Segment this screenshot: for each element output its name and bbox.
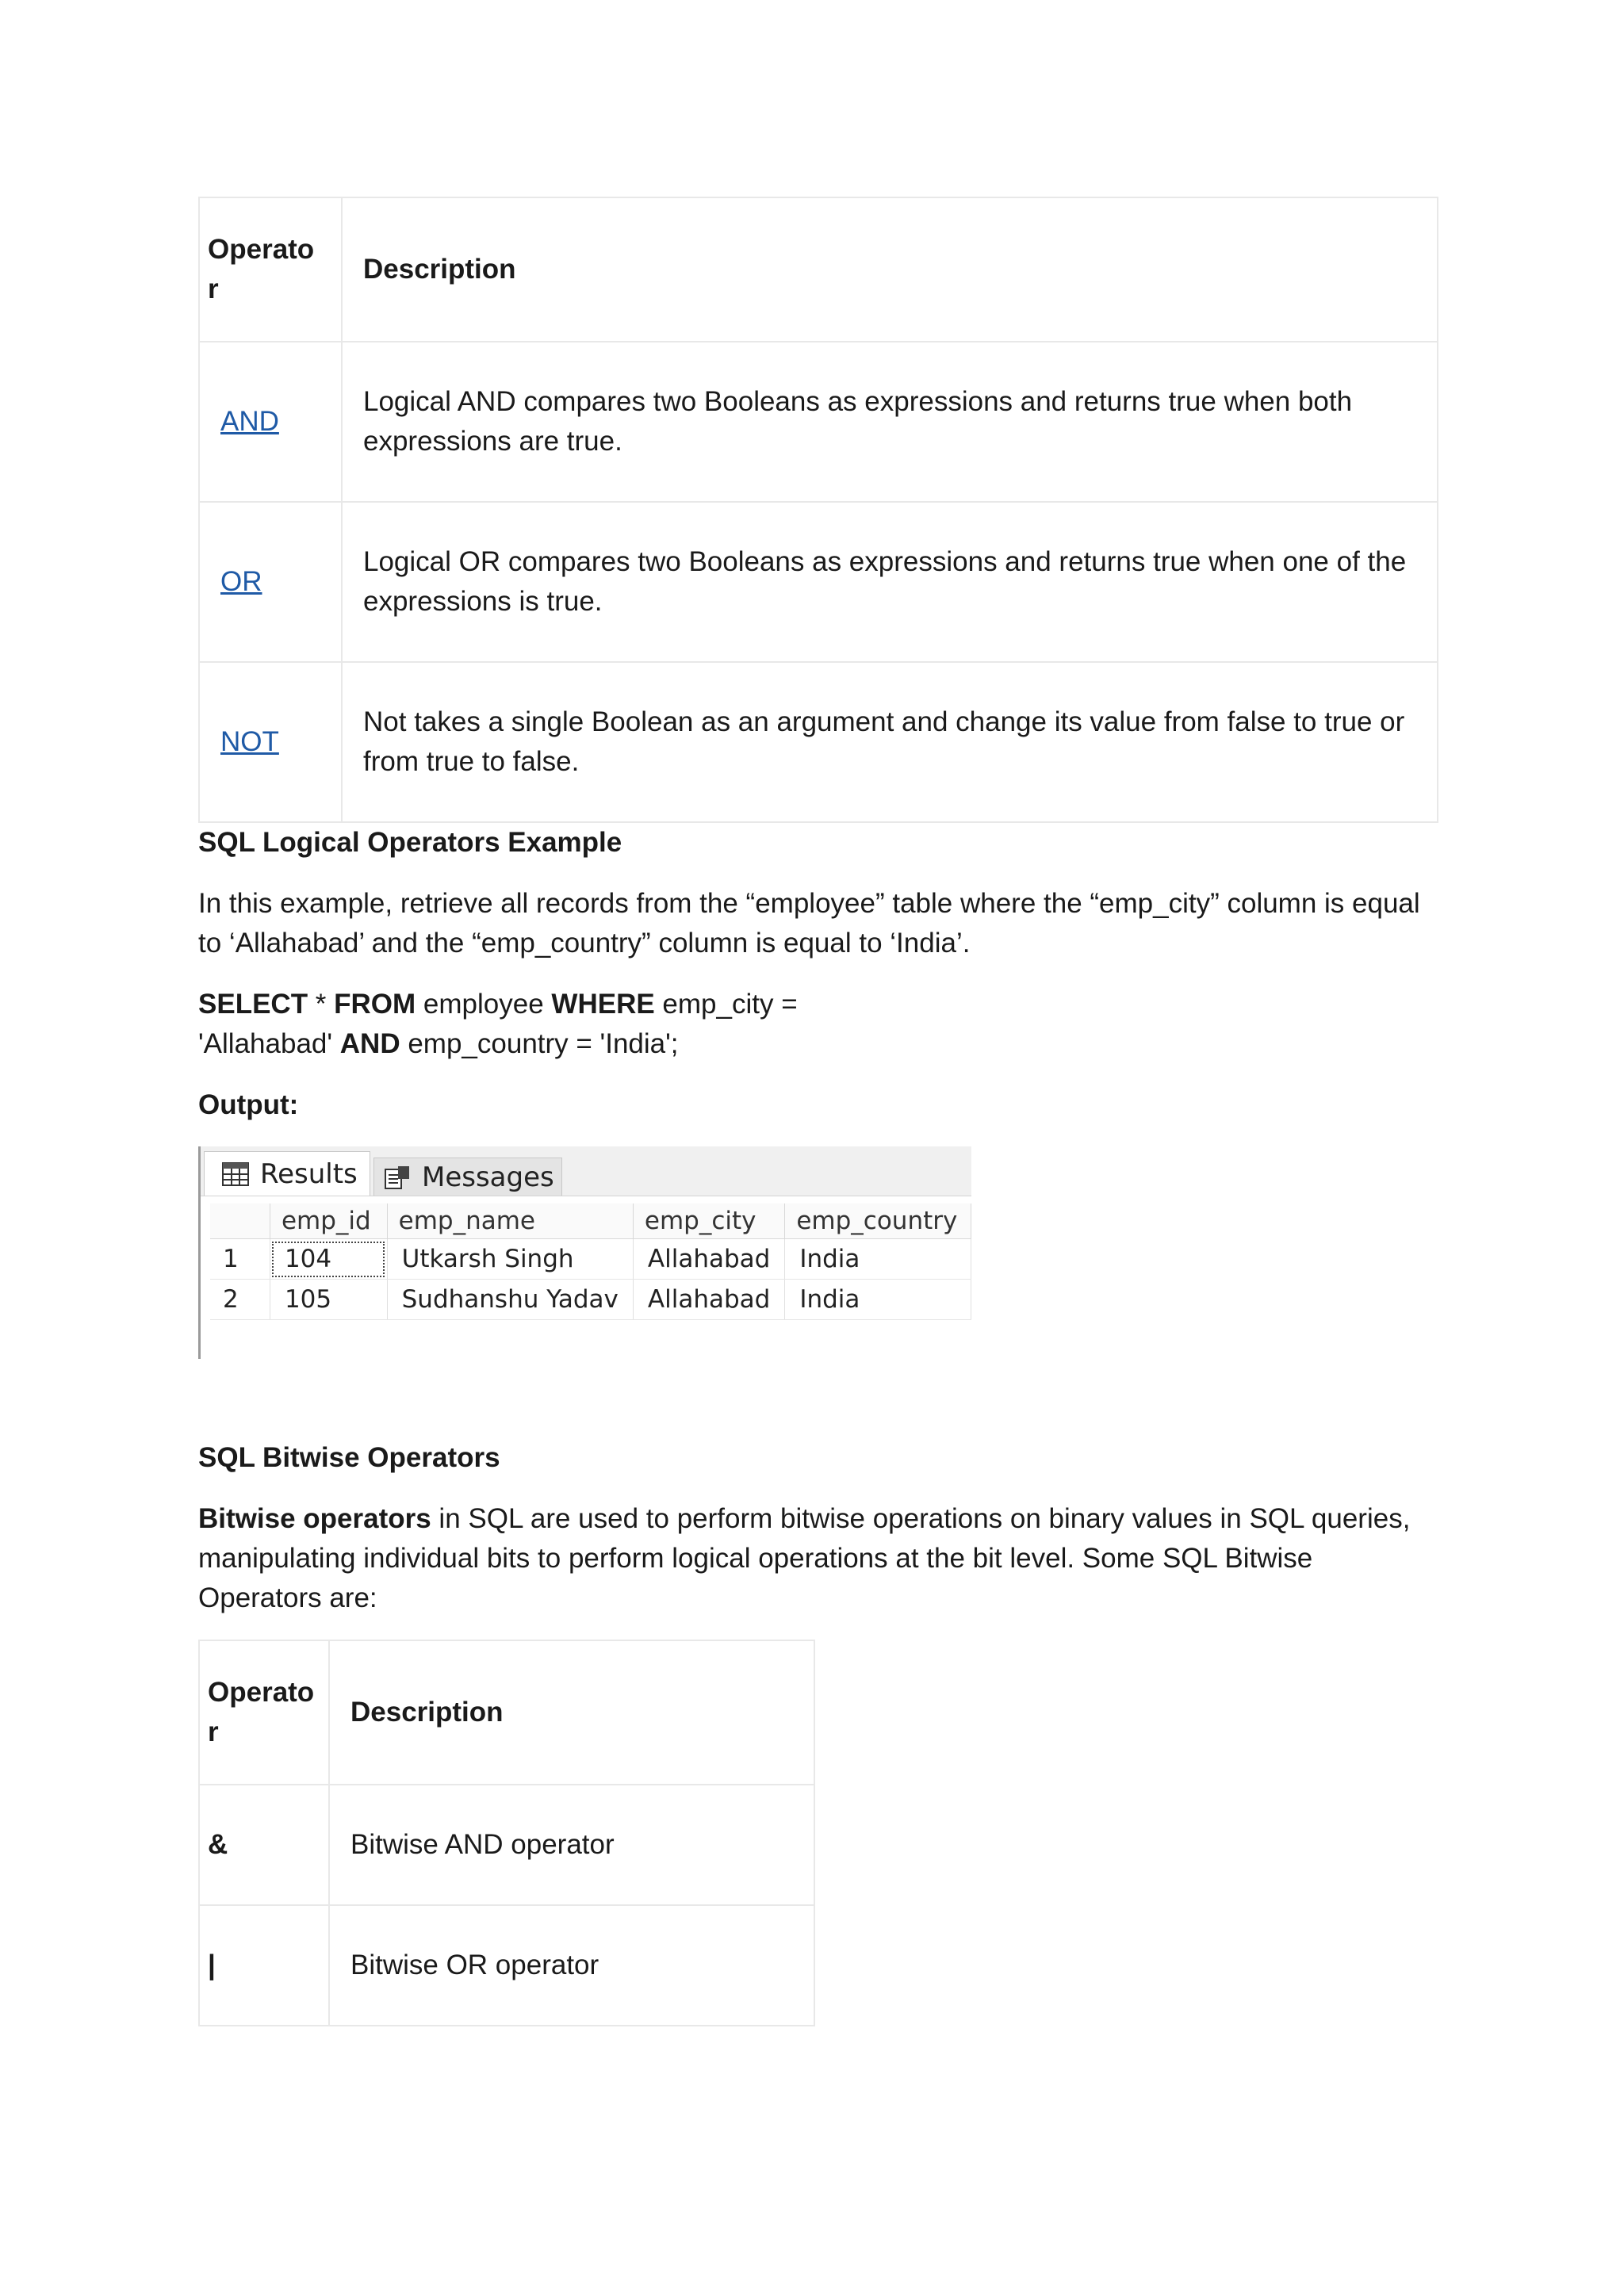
description-cell: Bitwise OR operator <box>329 1905 814 2026</box>
bitwise-intro-text: in SQL are used to perform bitwise operations on binary values in SQL queries, manipulating individual bits to perform logical operations at the bit level. Some SQL Bitwise Operators are: <box>198 1503 1411 1613</box>
sql-text: 'Allahabad' <box>198 1028 340 1059</box>
operator-header: Operato r <box>199 1640 329 1785</box>
description-header: Description <box>342 197 1438 342</box>
sql-text: emp_city = <box>654 989 798 1020</box>
grid-cell[interactable]: India <box>785 1280 971 1320</box>
table-row <box>199 502 1438 662</box>
operator-cell <box>199 502 342 662</box>
column-header[interactable]: emp_country <box>785 1203 971 1239</box>
messages-icon <box>384 1165 411 1190</box>
column-header[interactable]: emp_id <box>270 1203 387 1239</box>
table-row <box>199 662 1438 822</box>
table-header-row <box>199 197 1438 342</box>
example-heading: SQL Logical Operators Example <box>198 827 622 858</box>
column-header[interactable]: emp_name <box>387 1203 633 1239</box>
logical-operators-table <box>198 197 1438 823</box>
description-cell: Not takes a single Boolean as an argument and change its value from false to true or from true to false. <box>342 662 1438 822</box>
sql-text: emp_country = 'India'; <box>400 1028 679 1059</box>
sql-keyword: FROM <box>334 989 416 1020</box>
table-row <box>210 1239 971 1280</box>
table-row <box>210 1280 971 1320</box>
tab-messages[interactable] <box>373 1158 562 1196</box>
grid-cell[interactable]: Allahabad <box>633 1280 784 1320</box>
example-intro: In this example, retrieve all records from the “employee” table where the “emp_city” column is equal to ‘Allahabad’ and the “emp_country” column is equal to ‘India’. <box>198 888 1420 959</box>
row-number-header <box>210 1203 270 1239</box>
row-number[interactable]: 2 <box>210 1280 270 1320</box>
grid-icon <box>222 1162 249 1186</box>
grid-cell[interactable]: India <box>785 1239 971 1280</box>
grid-cell[interactable]: Utkarsh Singh <box>387 1239 633 1280</box>
bitwise-section <box>198 1438 1437 2026</box>
document-page <box>198 197 1437 1125</box>
table-header-row <box>199 1640 814 1785</box>
bitwise-intro <box>198 1499 1437 1618</box>
table-row <box>199 1785 814 1905</box>
row-number[interactable]: 1 <box>210 1239 270 1280</box>
tab-messages-label: Messages <box>422 1161 554 1193</box>
bitwise-heading: SQL Bitwise Operators <box>198 1442 500 1473</box>
not-link[interactable]: NOT <box>220 726 279 757</box>
description-cell: Logical OR compares two Booleans as expressions and returns true when one of the expressions is true. <box>342 502 1438 662</box>
sql-keyword: SELECT <box>198 989 308 1020</box>
operator-cell: | <box>199 1905 329 2026</box>
tab-results[interactable] <box>204 1151 370 1196</box>
operator-cell <box>199 342 342 502</box>
operator-cell: & <box>199 1785 329 1905</box>
sql-text: employee <box>416 989 552 1020</box>
column-header[interactable]: emp_city <box>633 1203 784 1239</box>
results-panel <box>198 1146 971 1359</box>
description-cell: Bitwise AND operator <box>329 1785 814 1905</box>
operator-cell <box>199 662 342 822</box>
table-row <box>199 342 1438 502</box>
bitwise-operators-table <box>198 1640 815 2026</box>
grid-header-row <box>210 1203 971 1239</box>
description-header: Description <box>329 1640 814 1785</box>
output-label: Output: <box>198 1089 299 1120</box>
grid-cell[interactable]: 104 <box>270 1239 387 1280</box>
tab-results-label: Results <box>260 1158 358 1190</box>
grid-cell[interactable]: Sudhanshu Yadav <box>387 1280 633 1320</box>
results-tab-bar <box>201 1146 971 1196</box>
operator-header: Operato r <box>199 197 342 342</box>
sql-code <box>198 985 1437 1064</box>
or-link[interactable]: OR <box>220 566 262 597</box>
sql-keyword: AND <box>339 1028 400 1059</box>
bitwise-intro-bold: Bitwise operators <box>198 1503 431 1534</box>
sql-text: * <box>308 989 335 1020</box>
sql-keyword: WHERE <box>551 989 655 1020</box>
description-cell: Logical AND compares two Booleans as expressions and returns true when both expressions are true. <box>342 342 1438 502</box>
and-link[interactable]: AND <box>220 406 279 437</box>
grid-cell[interactable]: Allahabad <box>633 1239 784 1280</box>
table-row <box>199 1905 814 2026</box>
results-grid <box>210 1203 971 1320</box>
grid-cell[interactable]: 105 <box>270 1280 387 1320</box>
